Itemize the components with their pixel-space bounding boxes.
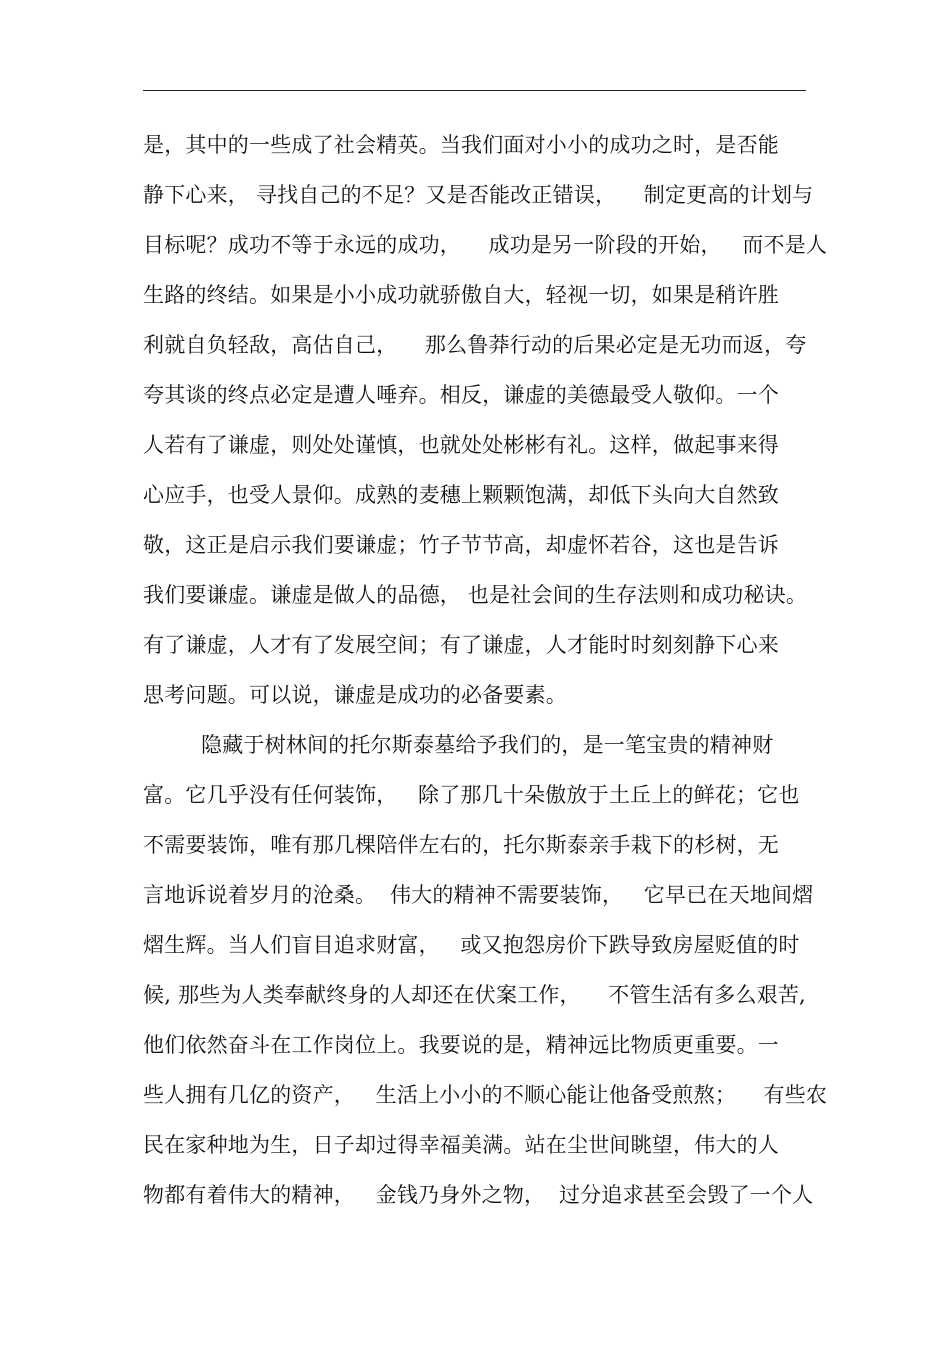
text-line: 些人拥有几亿的资产， 生活上小小的不顺心能让他备受煎熬； 有些农 — [143, 1083, 828, 1107]
paragraph-1 — [143, 120, 828, 720]
text-line: 夸其谈的终点必定是遭人唾弃。相反，谦虚的美德最受人敬仰。一个 — [143, 383, 779, 407]
text-line: 思考问题。可以说，谦虚是成功的必备要素。 — [143, 683, 567, 707]
text-line: 有了谦虚，人才有了发展空间；有了谦虚，人才能时时刻刻静下心来 — [143, 633, 779, 657]
text-line: 利就自负轻敌，高估自己， 那么鲁莽行动的后果必定是无功而返，夸 — [143, 333, 807, 357]
text-line: 是，其中的一些成了社会精英。当我们面对小小的成功之时，是否能 — [143, 133, 779, 157]
text-line: 目标呢？成功不等于永远的成功， 成功是另一阶段的开始， 而不是人 — [143, 233, 828, 257]
text-line: 物都有着伟大的精神， 金钱乃身外之物， 过分追求甚至会毁了一个人 — [143, 1183, 814, 1207]
text-line: 静下心来， 寻找自己的不足？又是否能改正错误， 制定更高的计划与 — [143, 183, 814, 207]
text-line: 他们依然奋斗在工作岗位上。我要说的是，精神远比物质更重要。一 — [143, 1033, 779, 1057]
text-line: 民在家种地为生，日子却过得幸福美满。站在尘世间眺望，伟大的人 — [143, 1133, 779, 1157]
text-line: 我们要谦虚。谦虚是做人的品德， 也是社会间的生存法则和成功秘诀。 — [143, 583, 808, 607]
text-line: 敬，这正是启示我们要谦虚；竹子节节高，却虚怀若谷，这也是告诉 — [143, 533, 779, 557]
body-text — [143, 120, 828, 1220]
text-line: 隐藏于树林间的托尔斯泰墓给予我们的，是一笔宝贵的精神财 — [201, 733, 774, 757]
text-line: 不需要装饰，唯有那几棵陪伴左右的，托尔斯泰亲手栽下的杉树，无 — [143, 833, 779, 857]
text-line: 富。它几乎没有任何装饰， 除了那几十朵傲放于土丘上的鲜花；它也 — [143, 783, 800, 807]
text-line: 言地诉说着岁月的沧桑。 伟大的精神不需要装饰， 它早已在天地间熠 — [143, 883, 814, 907]
header-rule — [143, 90, 806, 91]
text-line: 生路的终结。如果是小小成功就骄傲自大，轻视一切，如果是稍许胜 — [143, 283, 779, 307]
paragraph-2 — [143, 720, 828, 1220]
text-line: 心应手，也受人景仰。成熟的麦穗上颗颗饱满，却低下头向大自然致 — [143, 483, 779, 507]
text-line: 人若有了谦虚，则处处谨慎，也就处处彬彬有礼。这样，做起事来得 — [143, 433, 779, 457]
text-line: 候, 那些为人类奉献终身的人却还在伏案工作， 不管生活有多么艰苦, — [143, 983, 806, 1007]
text-line: 熠生辉。当人们盲目追求财富， 或又抱怨房价下跌导致房屋贬值的时 — [143, 933, 800, 957]
